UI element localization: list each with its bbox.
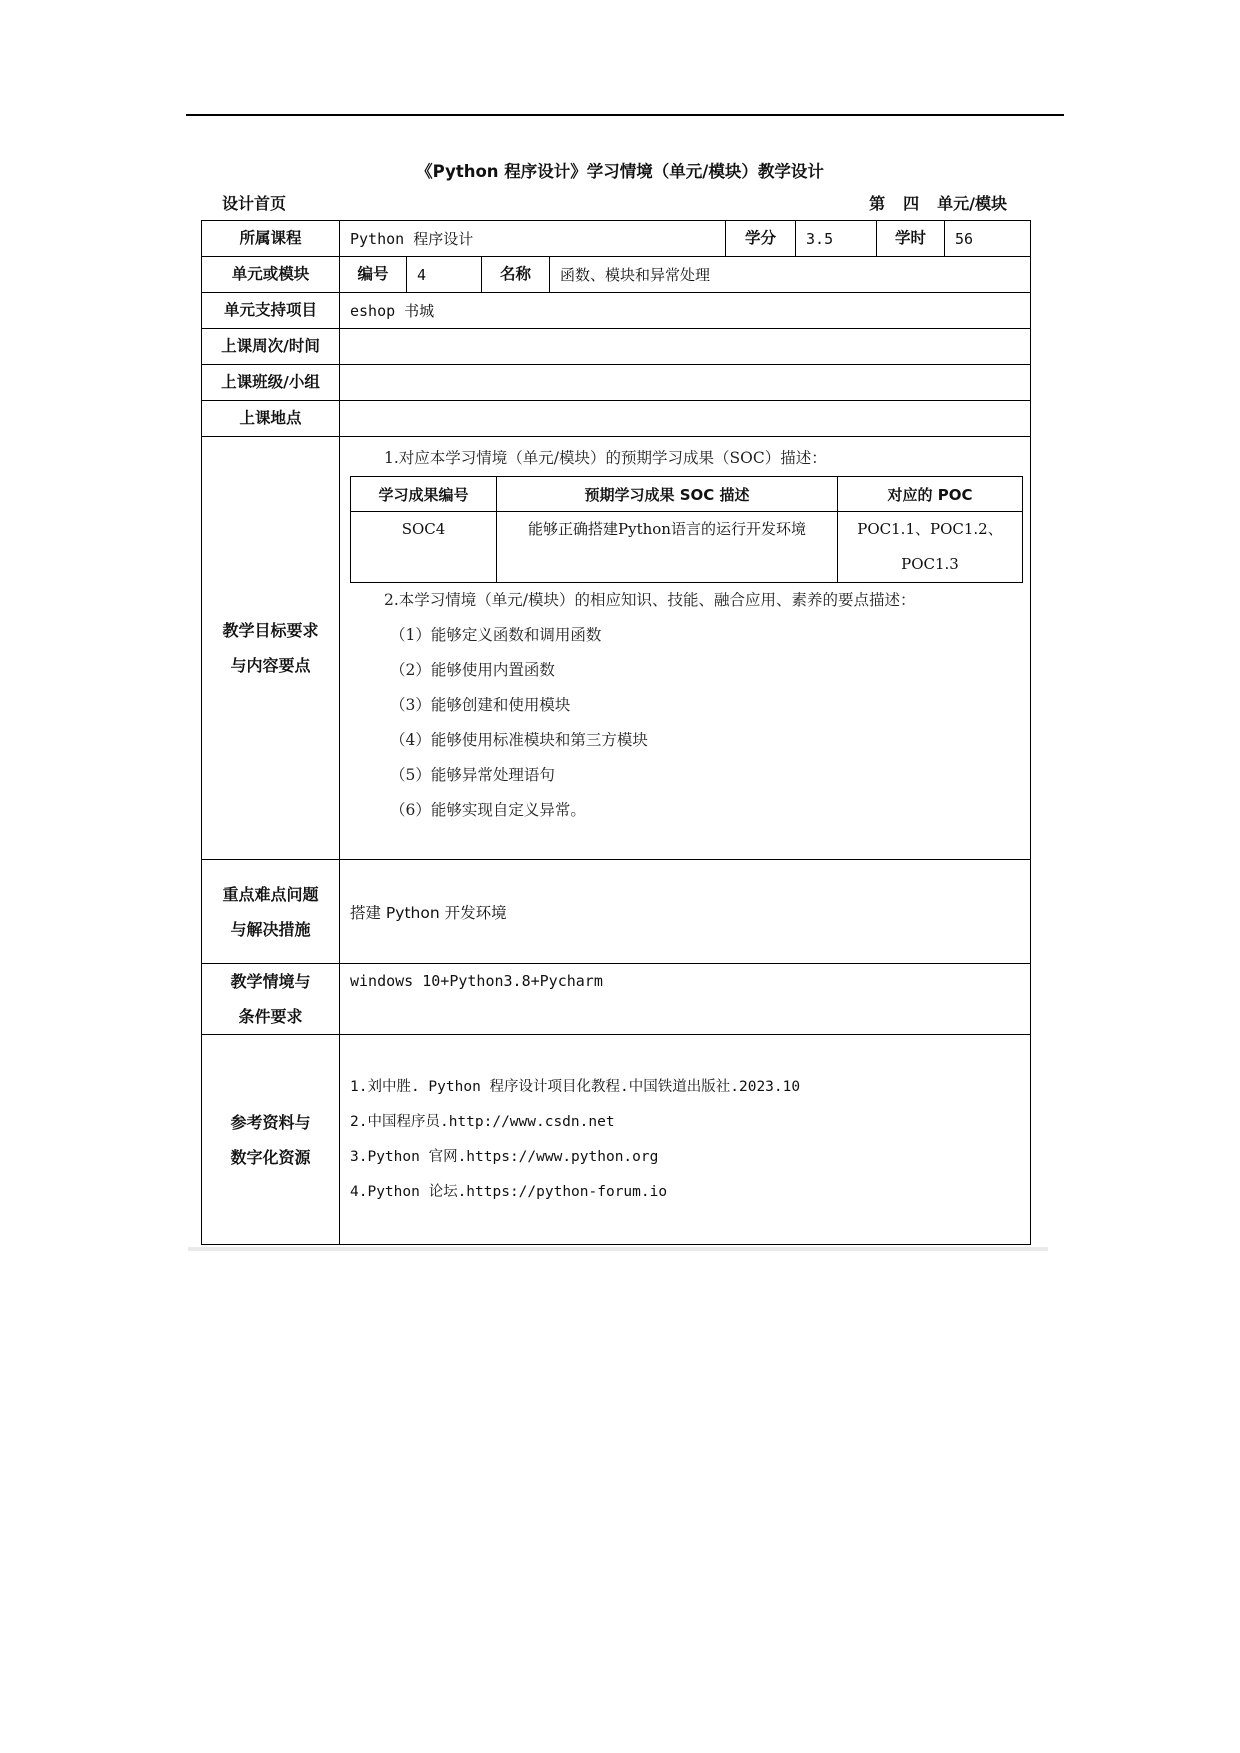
soc-intro: 1.对应本学习情境（单元/模块）的预期学习成果（SOC）描述： [384,449,827,467]
goals-label-line2: 与内容要点 [230,656,311,675]
design-table [201,220,1031,1245]
name-label: 名称 [482,257,550,293]
number-value: 4 [407,257,482,293]
unit-number-header [869,191,1007,214]
ref-item: 1.刘中胜. Python 程序设计项目化教程.中国铁道出版社.2023.10 [350,1078,801,1095]
class-row [202,365,1031,401]
goals-label-line1: 教学目标要求 [222,621,319,640]
credit-value: 3.5 [796,221,877,257]
unit-suffix: 单元/模块 [937,194,1007,213]
design-homepage-label: 设计首页 [222,194,287,213]
header-rule [186,114,1064,116]
goal-item: （6）能够实现自定义异常。 [390,801,586,819]
env-value: windows 10+Python3.8+Pycharm [340,964,1031,1035]
week-row [202,329,1031,365]
place-row [202,401,1031,437]
key-row [202,860,1031,964]
soc-table [350,476,1023,583]
place-label: 上课地点 [202,401,340,437]
goals-content [340,437,1031,860]
soc-desc: 能够正确搭建Python语言的运行开发环境 [497,512,838,583]
class-value [340,365,1031,401]
soc-poc-line1: POC1.1、POC1.2、 [857,520,1003,538]
env-label-line1: 教学情境与 [230,972,311,991]
key-value: 搭建 Python 开发环境 [340,860,1031,964]
goal-item: （2）能够使用内置函数 [390,661,555,679]
name-value: 函数、模块和异常处理 [550,257,1031,293]
refs-label [202,1035,340,1245]
class-label: 上课班级/小组 [202,365,340,401]
env-label-line2: 条件要求 [238,1007,303,1026]
refs-row [202,1035,1031,1245]
unit-label: 单元或模块 [202,257,340,293]
page-bottom-edge [188,1247,1048,1251]
soc-poc-line2: POC1.3 [901,555,959,573]
soc-code: SOC4 [351,512,497,583]
key-label-line1: 重点难点问题 [222,884,319,904]
refs-label-line2: 数字化资源 [230,1147,311,1167]
refs-label-line1: 参考资料与 [230,1112,311,1132]
place-value [340,401,1031,437]
goals-label [202,437,340,860]
hours-label: 学时 [877,221,945,257]
goal-item: （3）能够创建和使用模块 [390,696,571,714]
key-label [202,860,340,964]
unit-row [202,257,1031,293]
number-label: 编号 [340,257,407,293]
ref-item: 4.Python 论坛.https://python-forum.io [350,1183,668,1200]
unit-number: 四 [903,194,920,213]
goal-item: （4）能够使用标准模块和第三方模块 [390,731,648,749]
project-value: eshop 书城 [340,293,1031,329]
goal-item: （1）能够定义函数和调用函数 [390,626,602,644]
refs-value [340,1035,1031,1245]
course-row [202,221,1031,257]
soc-poc [838,512,1023,583]
credit-label: 学分 [726,221,796,257]
soc-header-code: 学习成果编号 [351,477,497,512]
ref-item: 3.Python 官网.https://www.python.org [350,1148,659,1165]
key-label-line2: 与解决措施 [230,919,311,939]
hours-value: 56 [945,221,1031,257]
env-row [202,964,1031,1035]
week-label: 上课周次/时间 [202,329,340,365]
week-value [340,329,1031,365]
course-label: 所属课程 [202,221,340,257]
course-value: Python 程序设计 [340,221,726,257]
ref-item: 2.中国程序员.http://www.csdn.net [350,1113,615,1130]
env-label [202,964,340,1035]
goal-item: （5）能够异常处理语句 [390,766,555,784]
soc-header-desc: 预期学习成果 SOC 描述 [497,477,838,512]
unit-prefix: 第 [869,194,886,213]
project-row [202,293,1031,329]
document-title: 《Python 程序设计》学习情境（单元/模块）教学设计 [416,162,824,181]
points-intro: 2.本学习情境（单元/模块）的相应知识、技能、融合应用、素养的要点描述： [384,591,916,609]
soc-header-poc: 对应的 POC [838,477,1023,512]
goals-row [202,437,1031,860]
project-label: 单元支持项目 [202,293,340,329]
